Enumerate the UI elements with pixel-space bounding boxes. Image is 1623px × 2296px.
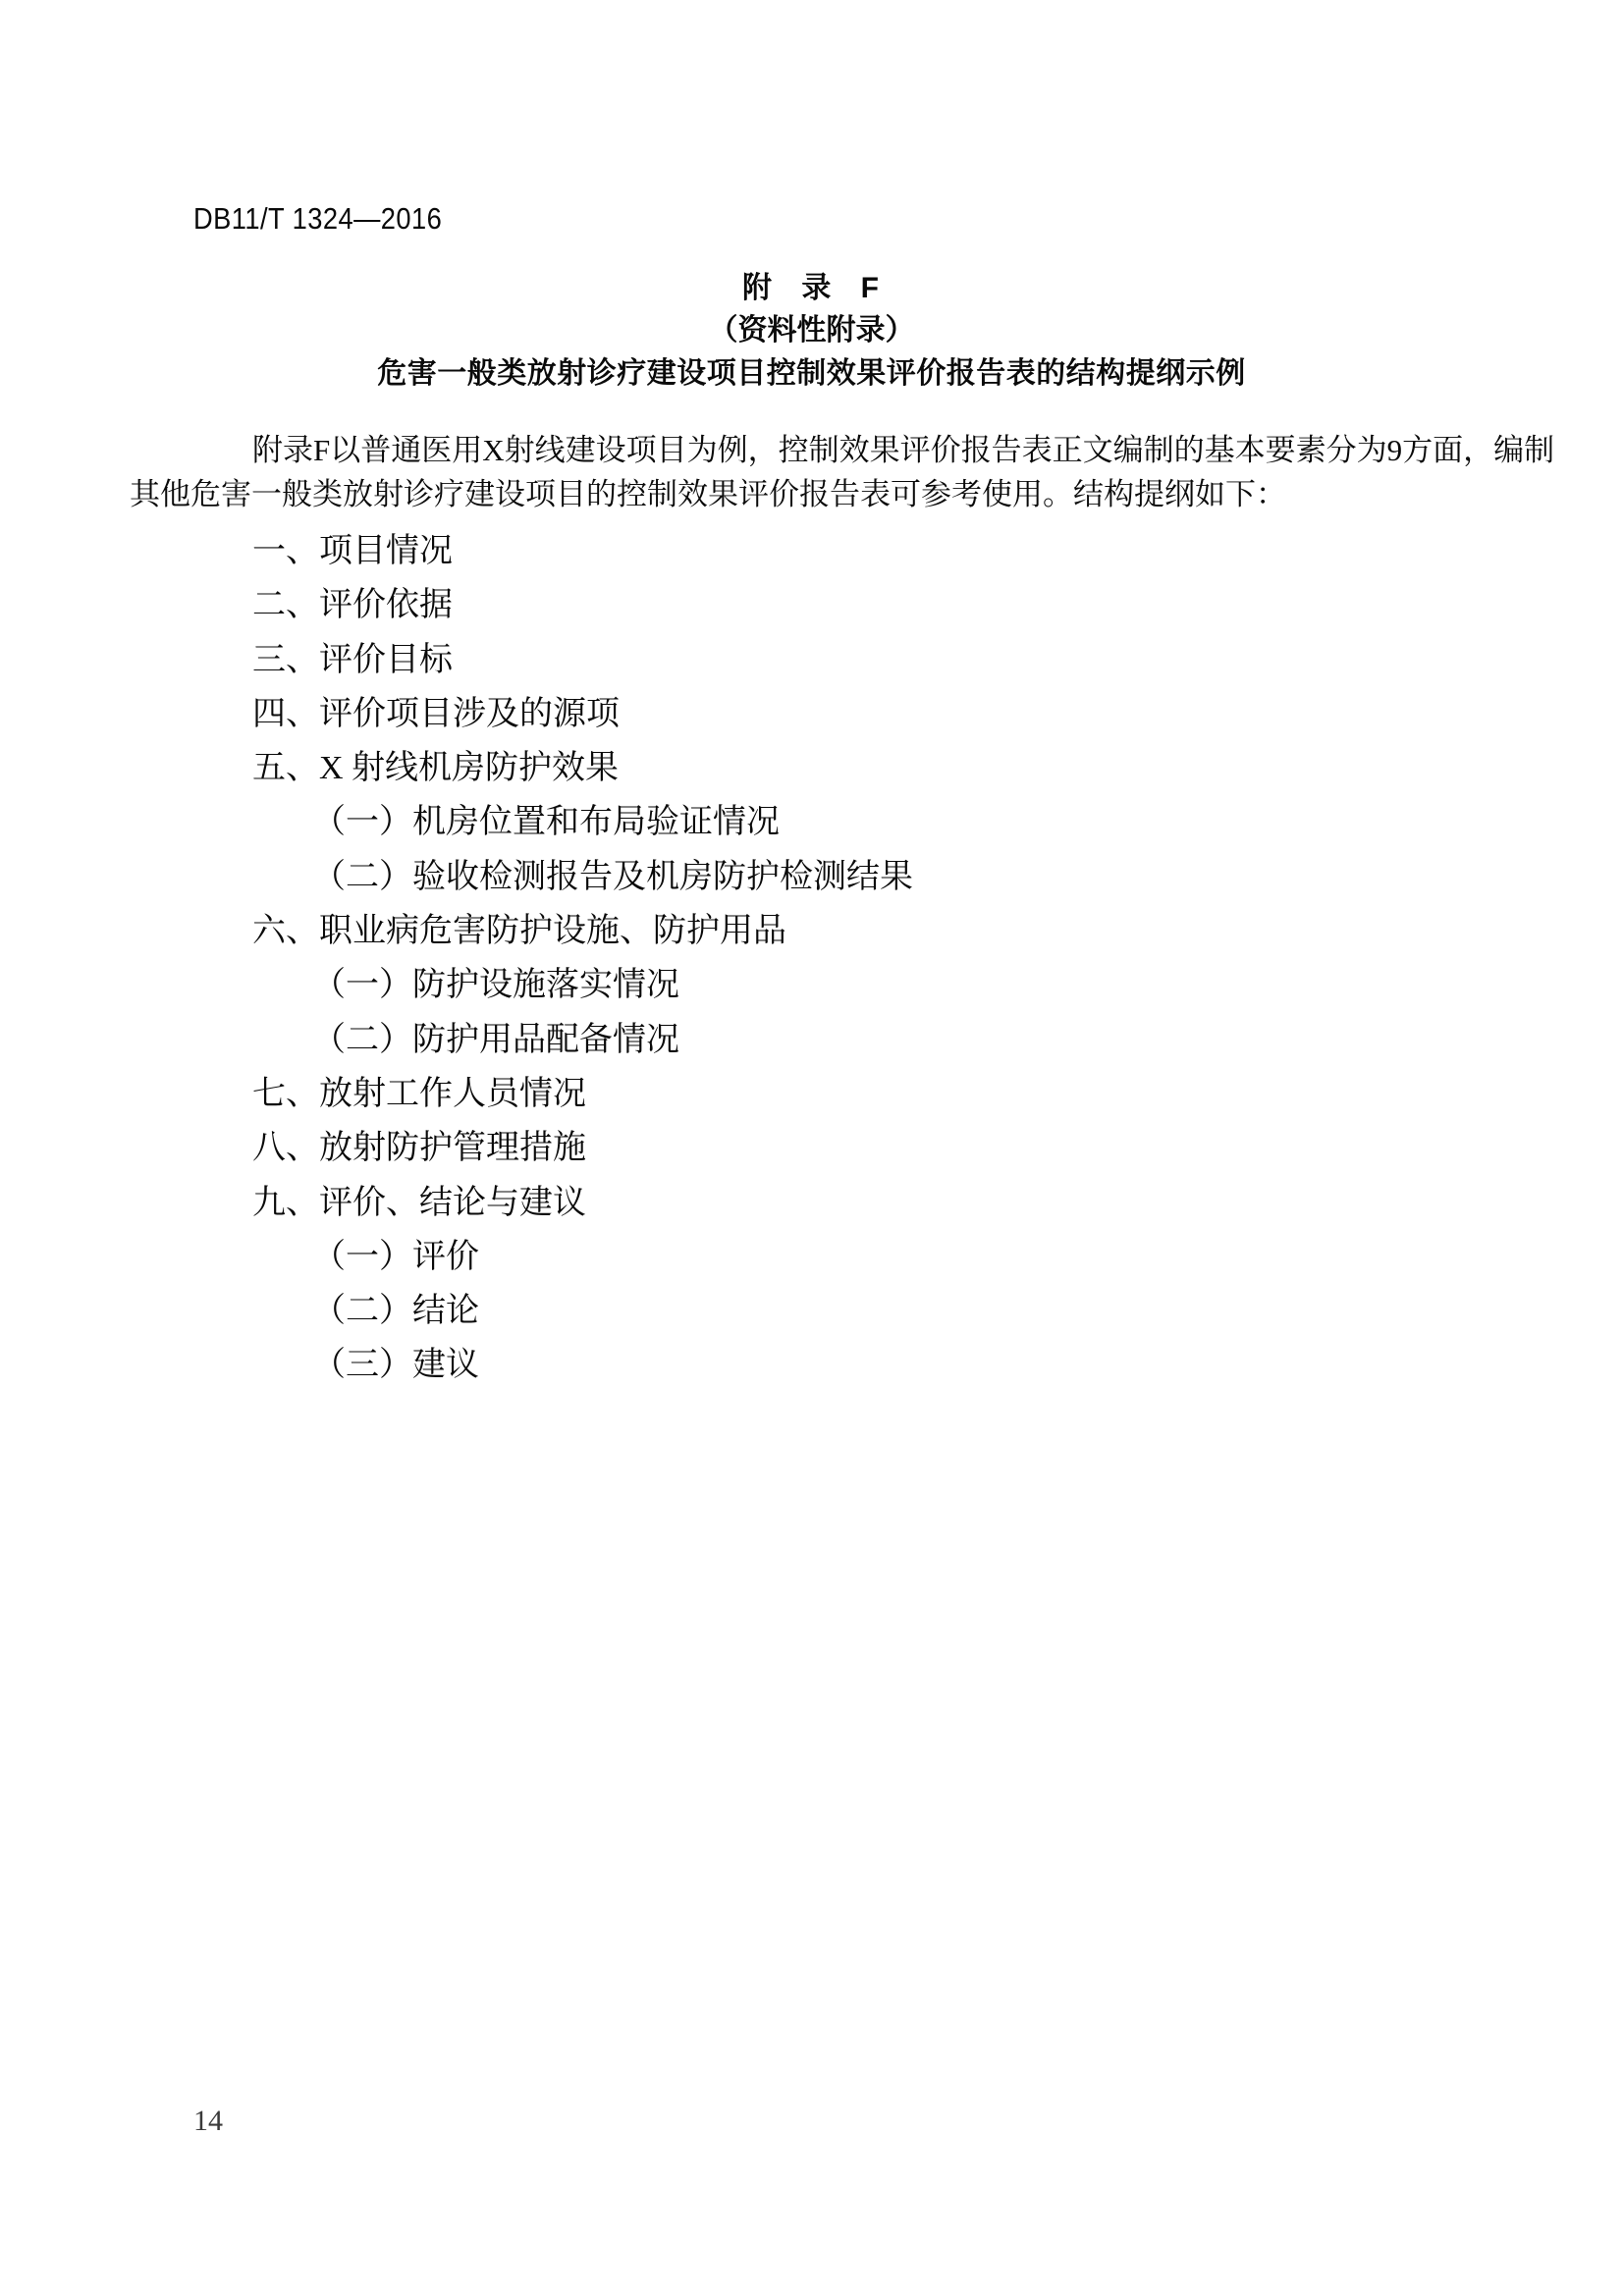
outline-item: 四、评价项目涉及的源项 bbox=[252, 695, 620, 732]
outline-item: 三、评价目标 bbox=[252, 641, 453, 678]
outline-subitem: （一）防护设施落实情况 bbox=[312, 967, 679, 1004]
outline-item: 一、项目情况 bbox=[252, 533, 453, 569]
outline-item: 八、放射防护管理措施 bbox=[252, 1130, 586, 1167]
outline-subitem: （二）结论 bbox=[312, 1293, 479, 1330]
appendix-type-note: （资料性附录） bbox=[708, 314, 915, 347]
intro-paragraph bbox=[130, 428, 1555, 516]
outline-item: 六、职业病危害防护设施、防护用品 bbox=[252, 913, 786, 950]
intro-line-2: 其他危害一般类放射诊疗建设项目的控制效果评价报告表可参考使用。结构提纲如下： bbox=[130, 477, 1286, 511]
outline-subitem: （三）建议 bbox=[312, 1347, 479, 1384]
outline-item: 九、评价、结论与建议 bbox=[252, 1184, 586, 1221]
standard-number: DB11/T 1324—2016 bbox=[193, 201, 443, 236]
appendix-title: 附 录 F bbox=[742, 272, 881, 304]
outline-subitem: （二）防护用品配备情况 bbox=[312, 1021, 679, 1058]
intro-line-1: 附录F以普通医用X射线建设项目为例，控制效果评价报告表正文编制的基本要素分为9方面，编制 bbox=[252, 433, 1555, 467]
outline-subitem: （一）机房位置和布局验证情况 bbox=[312, 804, 780, 841]
outline-item: 七、放射工作人员情况 bbox=[252, 1075, 586, 1112]
page-number: 14 bbox=[193, 2105, 223, 2137]
outline-subitem: （二）验收检测报告及机房防护检测结果 bbox=[312, 858, 913, 895]
appendix-subject-title: 危害一般类放射诊疗建设项目控制效果评价报告表的结构提纲示例 bbox=[377, 357, 1246, 390]
outline-item: 二、评价依据 bbox=[252, 587, 453, 624]
outline-item: 五、X 射线机房防护效果 bbox=[252, 750, 620, 787]
outline-subitem: （一）评价 bbox=[312, 1238, 479, 1275]
outline-list bbox=[252, 524, 1499, 1393]
